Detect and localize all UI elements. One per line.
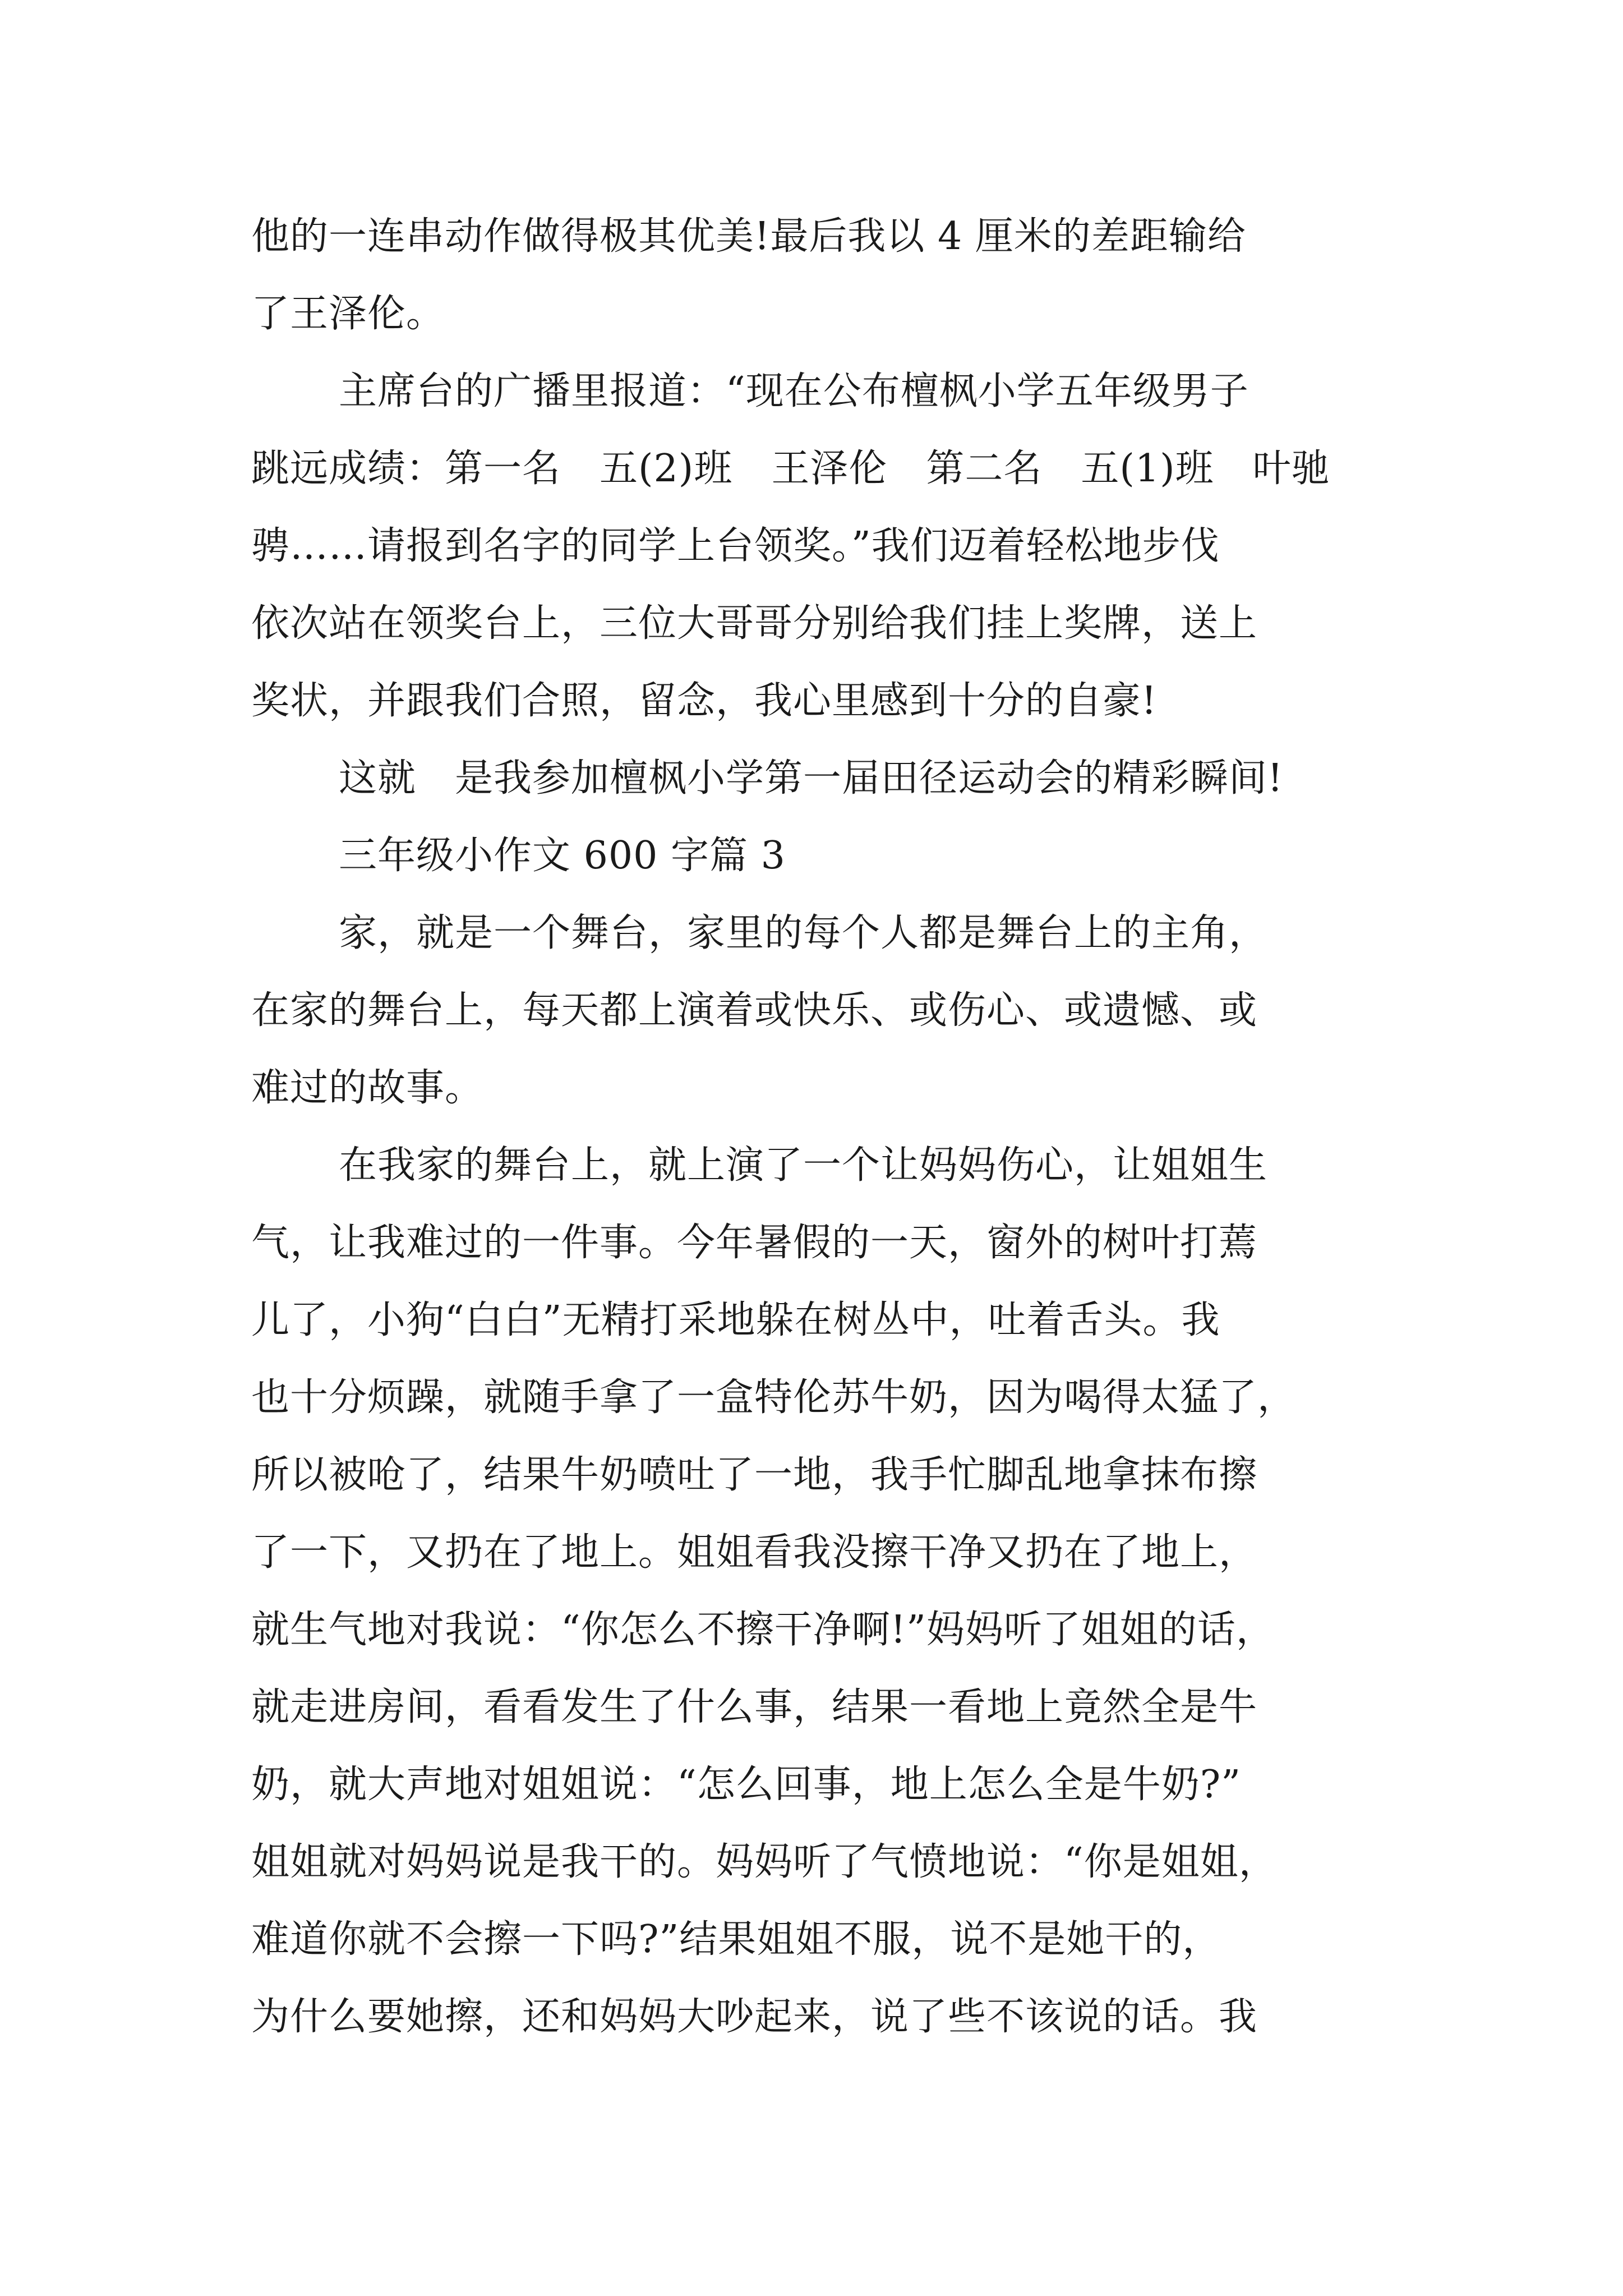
text-line-2: 了王泽伦。 — [251, 292, 445, 336]
text-line-23: 难道你就不会擦一下吗?”结果姐姐不服，说不是她干的， — [251, 1917, 1221, 1962]
text-line-19: 就生气地对我说：“你怎么不擦干净啊!”妈妈听了姐姐的话， — [251, 1608, 1275, 1652]
text-line-18: 了一下，又扔在了地上。姐姐看我没擦干净又扔在了地上， — [251, 1530, 1258, 1575]
text-line-17: 所以被呛了，结果牛奶喷吐了一地，我手忙脚乱地拿抹布擦 — [251, 1453, 1258, 1497]
text-line-10: 家，就是一个舞台，家里的每个人都是舞台上的主角， — [339, 911, 1268, 955]
section-heading: 三年级小作文 600 字篇 3 — [339, 834, 786, 878]
text-line-3: 主席台的广播里报道：“现在公布檀枫小学五年级男子 — [339, 369, 1249, 413]
text-line-1: 他的一连串动作做得极其优美!最后我以 4 厘米的差距输给 — [251, 214, 1246, 259]
text-line-8: 这就 是我参加檀枫小学第一届田径运动会的精彩瞬间! — [339, 756, 1284, 800]
text-line-24: 为什么要她擦，还和妈妈大吵起来，说了些不该说的话。我 — [251, 1995, 1258, 2039]
text-line-16: 也十分烦躁，就随手拿了一盒特伦苏牛奶，因为喝得太猛了， — [251, 1375, 1297, 1420]
text-line-20: 就走进房间，看看发生了什么事，结果一看地上竟然全是牛 — [251, 1685, 1258, 1729]
text-line-6: 依次站在领奖台上，三位大哥哥分别给我们挂上奖牌，送上 — [251, 601, 1258, 646]
text-line-13: 在我家的舞台上，就上演了一个让妈妈伤心，让姐姐生 — [339, 1143, 1268, 1188]
text-line-14: 气，让我难过的一件事。今年暑假的一天，窗外的树叶打蔫 — [251, 1221, 1258, 1265]
text-line-4: 跳远成绩：第一名 五(2)班 王泽伦 第二名 五(1)班 叶驰 — [251, 447, 1330, 491]
text-line-15: 儿了，小狗“白白”无精打采地躲在树丛中，吐着舌头。我 — [251, 1298, 1220, 1342]
text-line-12: 难过的故事。 — [251, 1066, 484, 1110]
text-line-7: 奖状，并跟我们合照，留念，我心里感到十分的自豪! — [251, 679, 1158, 723]
text-line-22: 姐姐就对妈妈说是我干的。妈妈听了气愤地说：“你是姐姐， — [251, 1840, 1278, 1884]
text-line-11: 在家的舞台上，每天都上演着或快乐、或伤心、或遗憾、或 — [251, 988, 1258, 1033]
text-line-21: 奶，就大声地对姐姐说：“怎么回事，地上怎么全是牛奶?” — [251, 1763, 1241, 1807]
text-line-5: 骋……请报到名字的同学上台领奖。”我们迈着轻松地步伐 — [251, 524, 1220, 568]
